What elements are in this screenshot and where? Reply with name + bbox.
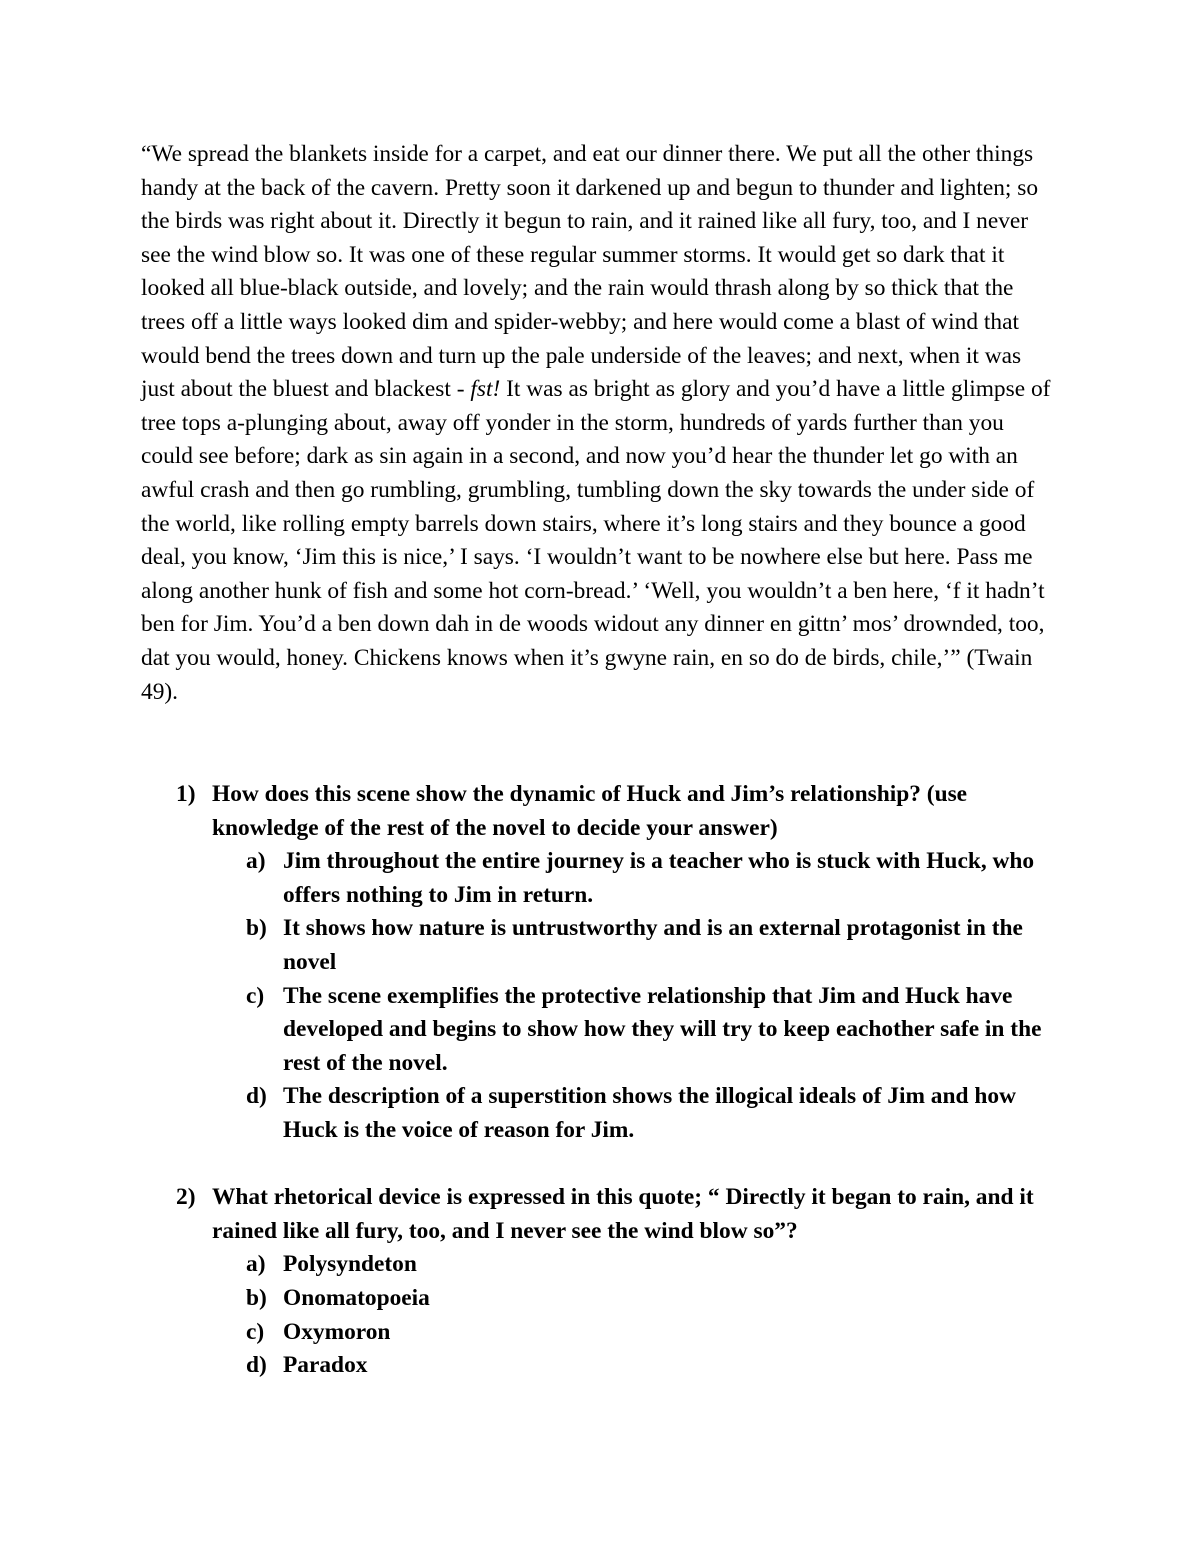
question-list xyxy=(141,778,1059,1416)
option-a xyxy=(212,845,1059,912)
option-letter: a) xyxy=(246,848,266,875)
option-text: Oxymoron xyxy=(283,1318,391,1345)
option-d xyxy=(212,1349,1059,1383)
option-text: It shows how nature is untrustworthy and is an external protagonist in the novel xyxy=(283,915,1023,975)
question-number: 2) xyxy=(176,1184,196,1211)
option-c xyxy=(212,980,1059,1081)
option-letter: b) xyxy=(246,915,267,942)
option-letter: d) xyxy=(246,1083,267,1110)
option-text: Polysyndeton xyxy=(283,1251,417,1278)
option-list xyxy=(212,845,1059,1147)
option-c xyxy=(212,1316,1059,1350)
question-number: 1) xyxy=(176,781,196,807)
passage-text-before: “We spread the blankets inside for a carpet, and eat our dinner there. We put all the other things handy at the back of the cavern. Pretty soon it darkened up and begun to thunder and lighten; so the birds was right about it. Directly it begun to rain, and it rained like all fury, too, and I never see the wind blow so. It was one of these regular summer storms. It would get so dark that it looked all blue-black outside, and lovely; and the rain would thrash along by so thick that the trees off a little ways looked dim and spider-webby; and here would come a blast of wind that would bend the trees down and turn up the pale underside of the leaves; and next, when it was just about the bluest and blackest - xyxy=(141,141,1039,403)
option-letter: b) xyxy=(246,1284,267,1311)
option-d xyxy=(212,1080,1059,1147)
option-text: The scene exemplifies the protective relationship that Jim and Huck have developed and begins to show how they will try to keep eachother safe in the rest of the novel. xyxy=(283,982,1042,1076)
quote-passage xyxy=(141,138,1059,709)
option-letter: c) xyxy=(246,1318,265,1345)
option-text: The description of a superstition shows the illogical ideals of Jim and how Huck is the voice of reason for Jim. xyxy=(283,1083,1016,1143)
question-text: How does this scene show the dynamic of Huck and Jim’s relationship? (use knowledge of the rest of the novel to decide your answer) xyxy=(212,781,968,841)
option-b xyxy=(212,912,1059,979)
option-text: Onomatopoeia xyxy=(283,1284,430,1311)
passage-text-after: It was as bright as glory and you’d have a little glimpse of tree tops a-plunging about, away off yonder in the storm, hundreds of yards further than you could see before; dark as sin again in a second, and now you’d hear the thunder let go with an awful crash and then go rumbling, grumbling, tumbling down the sky towards the under side of the world, like rolling empty barrels down stairs, where it’s long stairs and they bounce a good deal, you know, ‘Jim this is nice,’ I says. ‘I wouldn’t want to be nowhere else but here. Pass me along another hunk of fish and some hot corn-bread.’ ‘Well, you wouldn’t a ben here, ‘f it hadn’t ben for Jim. You’d a ben down dah in de woods widout any dinner en gittn’ mos’ drownded, too, dat you would, honey. Chickens knows when it’s gwyne rain, en so do de birds, chile,’” (Twain 49). xyxy=(141,376,1051,705)
option-b xyxy=(212,1282,1059,1316)
option-letter: c) xyxy=(246,982,265,1009)
option-a xyxy=(212,1248,1059,1282)
option-letter: a) xyxy=(246,1251,266,1278)
option-text: Paradox xyxy=(283,1352,368,1379)
option-text: Jim throughout the entire journey is a teacher who is stuck with Huck, who offers nothing to Jim in return. xyxy=(283,848,1035,908)
option-letter: d) xyxy=(246,1352,267,1379)
question-2 xyxy=(141,1181,1059,1383)
question-1 xyxy=(141,778,1059,1148)
option-list xyxy=(212,1248,1059,1382)
passage-italic-exclamation: fst! xyxy=(470,376,501,403)
question-text: What rhetorical device is expressed in this quote; “ Directly it began to rain, and it rained like all fury, too, and I never see the wind blow so”? xyxy=(212,1184,1034,1244)
